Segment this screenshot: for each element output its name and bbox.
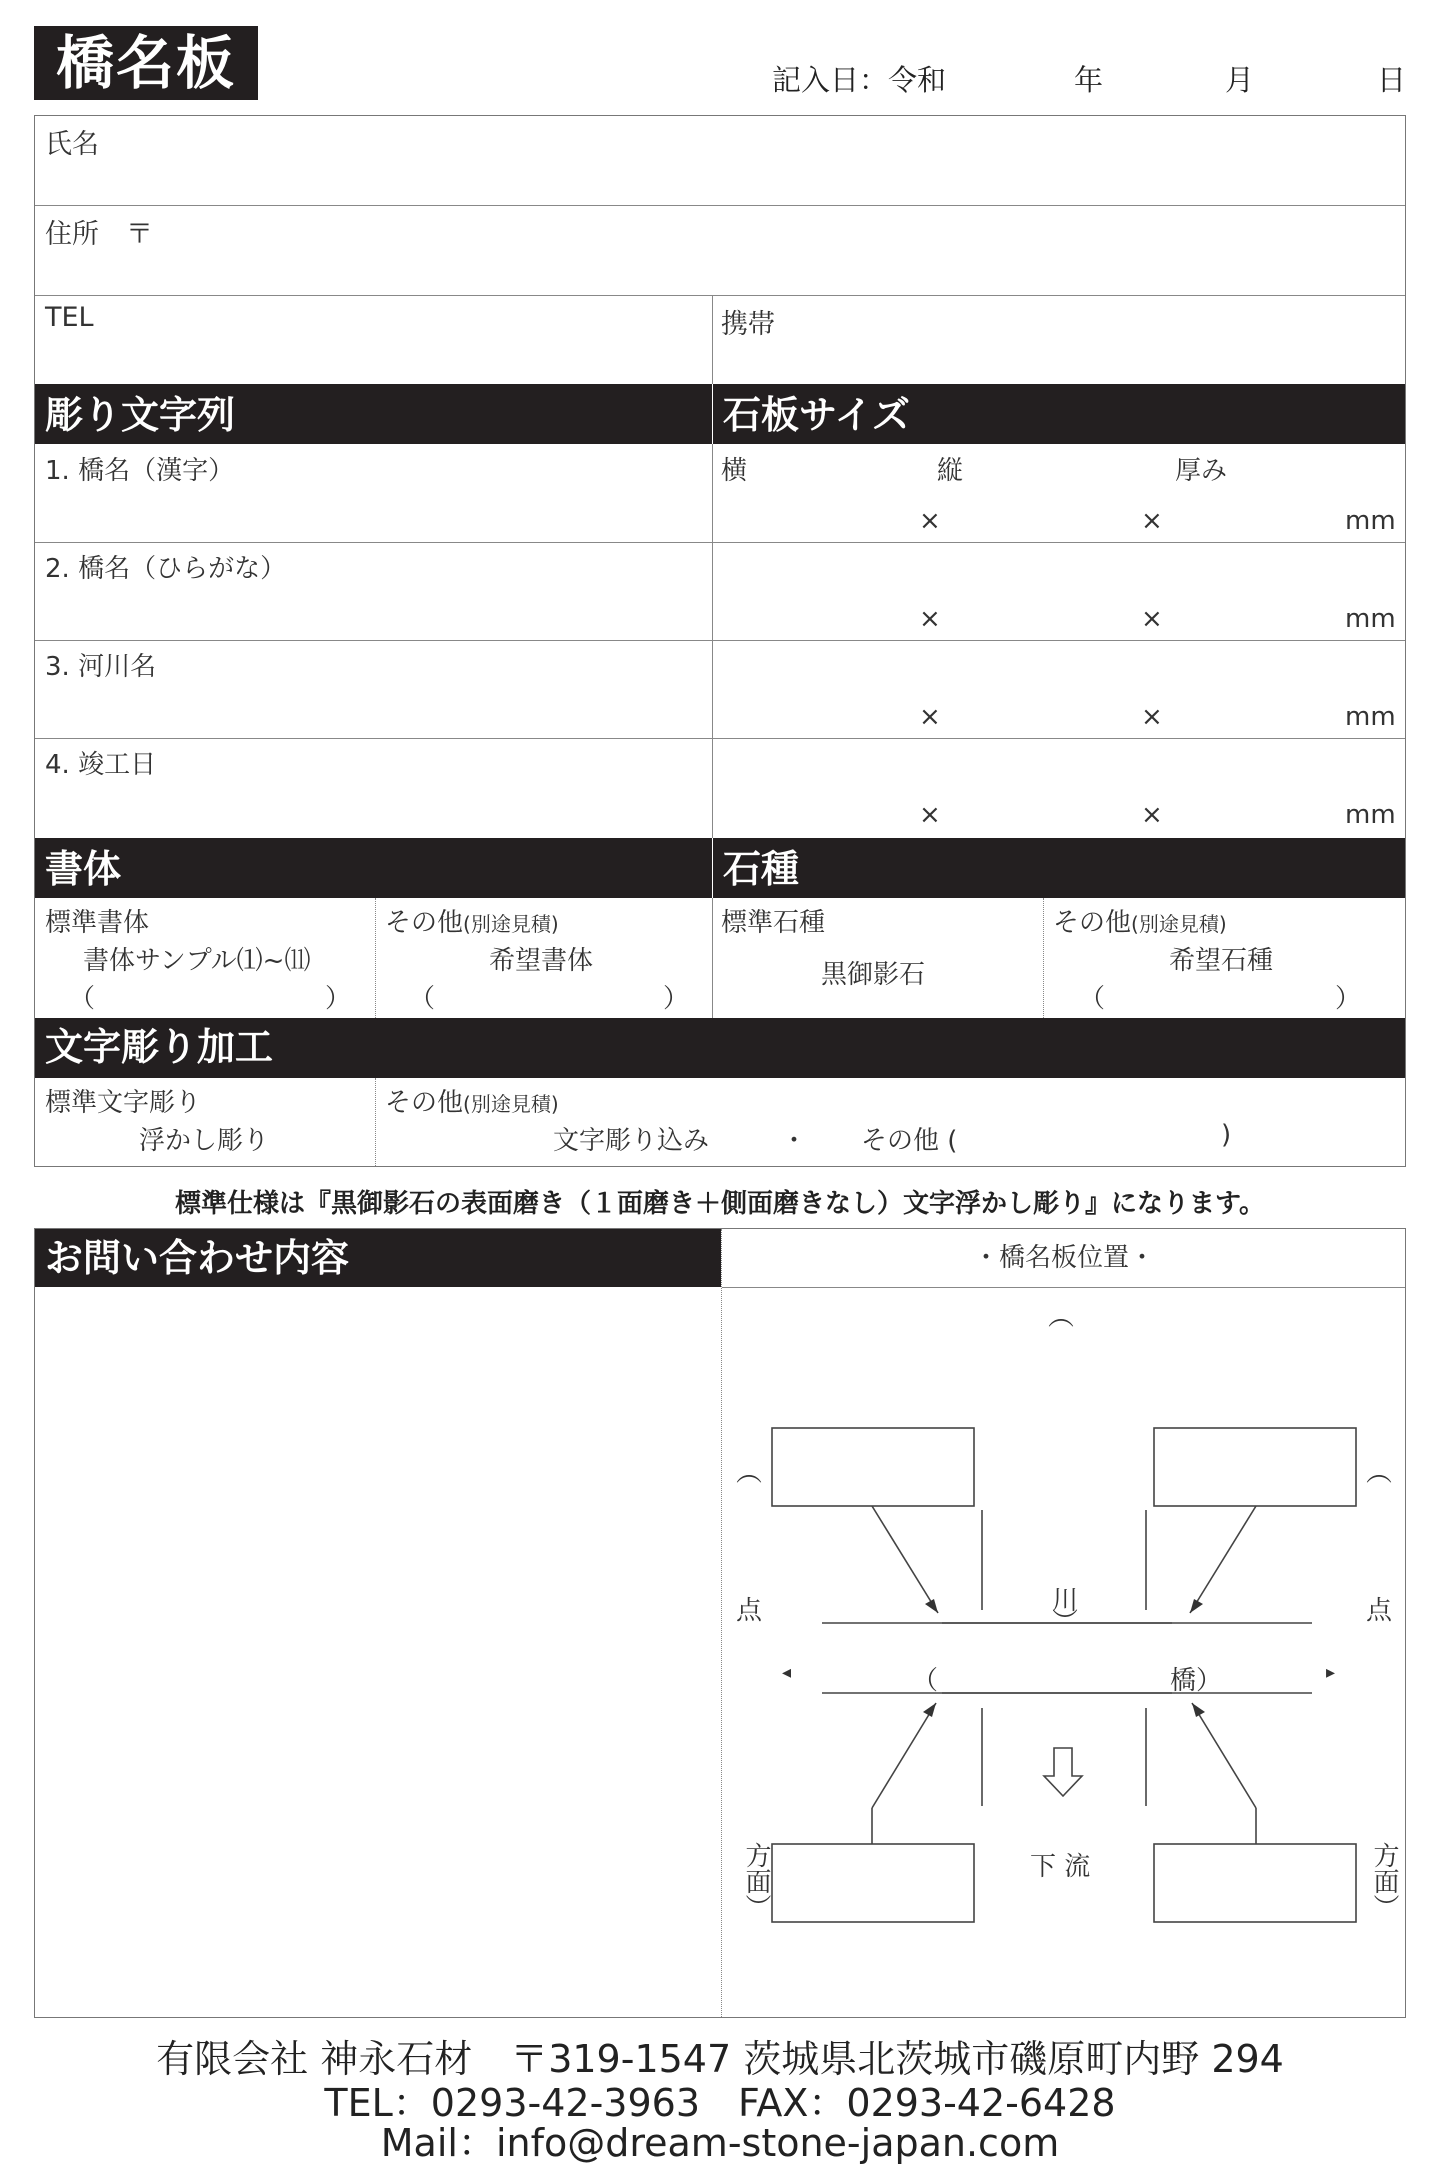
paren-open: （ [69, 984, 96, 1014]
times-sign: × [919, 702, 941, 732]
stone-size-header: 石板サイズ [723, 393, 910, 437]
upper-right-box [1154, 1428, 1356, 1506]
carving-option-a: 文字彫り込み [553, 1126, 710, 1156]
font-other-note: (別途見積) [463, 912, 559, 936]
mm-unit: mm [1345, 800, 1396, 830]
font-header: 書体 [45, 847, 122, 891]
name-label: 氏名 [45, 129, 99, 160]
address-label: 住所 〒 [45, 219, 153, 250]
engraving-header: 彫り文字列 [45, 393, 236, 437]
bridge-position-diagram [722, 1288, 1402, 2012]
paren-close: ） [663, 984, 690, 1014]
times-sign: × [1141, 800, 1163, 830]
mobile-field[interactable] [713, 296, 1405, 385]
times-sign: × [919, 800, 941, 830]
date-year: 年 [1074, 63, 1104, 97]
carving-other-note: (別途見積) [463, 1092, 559, 1116]
arrow-right-icon: ▸ [1326, 1662, 1336, 1683]
address-field[interactable] [35, 206, 1405, 295]
times-sign: × [919, 506, 941, 536]
river-paren: ︶ [1052, 1608, 1079, 1638]
date-label: 記入日：令和 [772, 63, 947, 97]
paren-close: ） [1335, 984, 1362, 1014]
stone-standard-label: 標準石種 [721, 908, 826, 938]
left-paren: ︵ [736, 1458, 763, 1488]
river-label: 川 [1052, 1586, 1079, 1616]
direction-left: 方面︶ [741, 1842, 771, 1920]
stone-type-header: 石種 [723, 847, 800, 891]
bridge-label: 橋） [1170, 1666, 1223, 1696]
carving-other-label: その他 [385, 1088, 464, 1118]
size-height-label: 縦 [937, 456, 964, 486]
name-field[interactable] [35, 116, 1405, 205]
stone-standard-value: 黒御影石 [821, 960, 926, 990]
times-sign: × [919, 604, 941, 634]
downstream-label: 下 流 [1030, 1852, 1091, 1882]
date-day: 日 [1377, 63, 1407, 97]
lower-left-box [772, 1844, 974, 1922]
font-other-value: 希望書体 [489, 946, 594, 976]
bridge-open-paren: （ [912, 1666, 939, 1696]
top-paren: ︵ [1048, 1302, 1075, 1332]
carving-standard-value: 浮かし彫り [139, 1126, 270, 1156]
inquiry-content-field[interactable] [35, 1287, 719, 2015]
stone-other-value: 希望石種 [1169, 946, 1274, 976]
date-month: 月 [1225, 63, 1255, 97]
font-standard-value: 書体サンプル⑴~⑾ [83, 946, 311, 976]
standard-spec-note: 標準仕様は『黒御影石の表面磨き（１面磨き＋側面磨きなし）文字浮かし彫り』になります。 [175, 1189, 1265, 1219]
times-sign: × [1141, 604, 1163, 634]
carving-option-b: その他 ( [861, 1126, 958, 1156]
page-title: 橋名板 [34, 26, 258, 100]
company-email[interactable]: Mail：info@dream-stone-japan.com [380, 2121, 1060, 2165]
size-width-label: 横 [721, 456, 748, 486]
carving-option-b-close: ) [1221, 1120, 1232, 1150]
engraving-item: 3. 河川名 [45, 652, 157, 682]
carving-separator: ・ [781, 1126, 808, 1156]
size-thickness-label: 厚み [1175, 456, 1228, 486]
font-standard-label: 標準書体 [45, 908, 150, 938]
paren-open: （ [409, 984, 436, 1014]
arrow-left-icon: ◂ [782, 1662, 792, 1683]
right-paren: ︵ [1366, 1458, 1393, 1488]
carving-header: 文字彫り加工 [35, 1018, 1405, 1078]
times-sign: × [1141, 506, 1163, 536]
position-title: ・橋名板位置・ [972, 1243, 1155, 1273]
stone-other-label: その他 [1053, 908, 1132, 938]
company-address: 有限会社 神永石材 〒319-1547 茨城県北茨城市磯原町内野 294 [156, 2037, 1284, 2081]
upper-left-box [772, 1428, 974, 1506]
paren-open: （ [1079, 984, 1106, 1014]
order-form [34, 115, 1406, 1167]
direction-right: 方面︶ [1369, 1842, 1399, 1920]
stone-other-note: (別途見積) [1131, 912, 1227, 936]
point-right: 点 [1366, 1596, 1393, 1626]
mm-unit: mm [1345, 604, 1396, 634]
engraving-item: 4. 竣工日 [45, 750, 157, 780]
mobile-label: 携帯 [721, 309, 775, 340]
engraving-item: 2. 橋名（ひらがな） [45, 554, 287, 584]
point-left: 点 [736, 1596, 763, 1626]
company-phone-fax: TEL：0293-42-3963 FAX：0293-42-6428 [324, 2081, 1116, 2125]
mm-unit: mm [1345, 506, 1396, 536]
inquiry-header: お問い合わせ内容 [35, 1229, 721, 1287]
tel-label: TEL [45, 302, 94, 333]
times-sign: × [1141, 702, 1163, 732]
font-other-label: その他 [385, 908, 464, 938]
lower-right-box [1154, 1844, 1356, 1922]
mm-unit: mm [1345, 702, 1396, 732]
carving-standard-label: 標準文字彫り [45, 1088, 202, 1118]
engraving-item: 1. 橋名（漢字） [45, 456, 235, 486]
paren-close: ） [325, 984, 352, 1014]
tel-field[interactable] [35, 296, 711, 385]
